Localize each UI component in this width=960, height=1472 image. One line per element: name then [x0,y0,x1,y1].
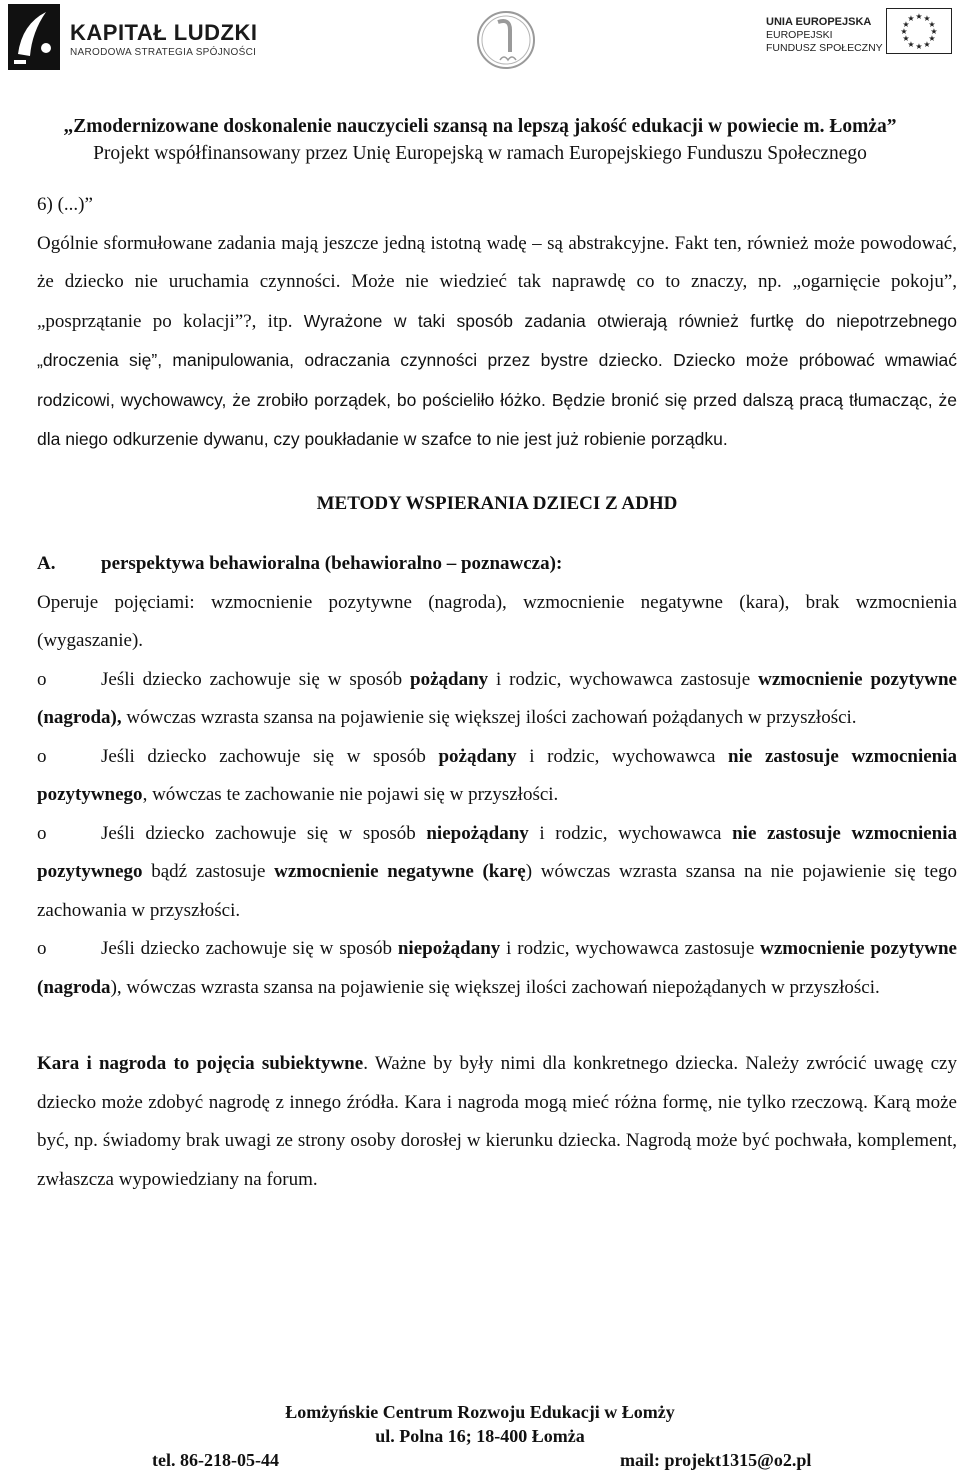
project-header [0,113,960,167]
svg-text:★: ★ [902,34,910,43]
project-subtitle: Projekt współfinansowany przez Unię Europejską w ramach Europejskiego Funduszu Społecznego [93,143,867,164]
bullet-text: wówczas wzrasta szansa na pojawienie się większej ilości zachowań pożądanych w przyszłości. [121,707,857,728]
bullet-bold: pożądany [410,668,489,690]
bullet-text: Jeśli dziecko zachowuje się w sposób [101,938,398,959]
bullet-bold: pożądany [438,745,517,767]
unia-europejska-logo [766,8,956,68]
ue-line1: UNIA EUROPEJSKA [766,16,872,28]
bullet-text: i rodzic, wychowawca [528,822,733,844]
kapital-ludzki-subtitle: NARODOWA STRATEGIA SPÓJNOŚCI [70,47,257,58]
bullet-bold: nie zastosuje wzmocnienia pozytywnego [37,822,957,882]
bullet-text: Jeśli dziecko zachowuje się w sposób [101,822,427,844]
eu-flag-icon [886,8,952,54]
cre-logo-icon [476,8,536,72]
subheading [37,545,957,584]
svg-text:★: ★ [915,12,923,21]
svg-text:★: ★ [907,40,915,49]
bullet-bold: wzmocnienie negatywne (karę [274,861,526,882]
svg-text:★: ★ [923,14,931,23]
bullet-bold: nie zastosuje wzmocnienia pozytywnego [37,745,957,805]
footer-email: mail: projekt1315@o2.pl [620,1450,812,1470]
bullet-text: i rodzic, wychowawca zastosuje [488,668,759,690]
bullet-text: Jeśli dziecko zachowuje się w sposób [101,745,439,767]
bullet-text: ), wówczas wzrasta szansa na pojawienie się większej ilości zachowań niepożądanych w przyszłości. [110,976,880,998]
svg-text:★: ★ [928,34,936,43]
operuje-paragraph: Operuje pojęciami: wzmocnienie pozytywne (nagroda), wzmocnienie negatywne (kara), brak wzmocnienia (wygaszanie). [37,591,957,651]
bullet-marker: o [37,668,47,690]
bullet-marker: o [37,745,47,767]
footer-contact-row [0,1424,960,1448]
svg-text:★: ★ [923,40,931,49]
project-title: „Zmodernizowane doskonalenie nauczycieli szansą na lepszą jakość edukacji w powiecie m. Łomża” [63,116,897,137]
svg-text:★: ★ [907,14,915,23]
ue-logo-text [766,16,883,55]
header-logos [0,0,960,100]
kara-bold: Kara i nagroda to pojęcia subiektywne [37,1053,364,1074]
ue-line3: FUNDUSZ SPOŁECZNY [766,42,883,54]
footer-institution: Łomżyńskie Centrum Rozwoju Edukacji w Łomży [285,1402,675,1422]
kara-paragraph [37,1045,957,1199]
footer-contact-row-2 [0,1448,960,1472]
svg-text:★: ★ [930,27,938,36]
bullet-bold: wzmocnienie pozytywne (nagroda), [37,668,957,728]
bullet-text: bądź zastosuje [142,861,275,882]
subheading-letter: A. [37,553,56,574]
quote-marker: 6) (...)” [37,194,93,215]
kara-text: . Ważne by były nimi dla konkretnego dziecka. Należy zwrócić uwagę czy dziecko może zdobyć nagrodę z innego źródła. Kara i nagroda mogą mieć różna formę, nie tylko rzeczową. Karą może być, np. świadomy brak uwagi ze strony osoby dorosłej w kierunku dziecka. Nagrodą może być pochwała, komplement, zwłaszcza wypowiedziany na forum. [37,1053,957,1190]
bullet-text: i rodzic, wychowawca zastosuje [500,938,761,959]
document-body [37,186,957,1199]
footer [0,1400,960,1472]
kapital-ludzki-logo [8,4,258,70]
bullet-text: ) wówczas wzrasta szansa na nie pojawienie się tego zachowania w przyszłości. [37,861,958,921]
footer-address: ul. Polna 16; 18-400 Łomża [375,1426,585,1446]
subheading-text: perspektywa behawioralna (behawioralno – poznawcza): [101,553,563,574]
intro-sans-text: Wyrażone w taki sposób zadania otwierają również furtkę do niepotrzebnego „droczenia się”, manipulowania, odraczania czynności przez bystre dziecko. Dziecko może próbować wmawiać rodzicowi, wychowawcy, że zrobiło porządek, bo pościeliło łóżko. Będzie bronić się przed dalszą pracą tłumacząc, że dla niego odkurzenie dywanu, czy poukładanie w szafce to nie jest już robienie porządku. [37,310,957,449]
bullet-item-3 [37,815,957,931]
svg-text:★: ★ [900,27,908,36]
bullet-item-2 [37,738,957,815]
bullet-bold: niepożądany [426,822,529,844]
intro-paragraph [37,225,957,460]
spacer [37,1007,957,1045]
bullet-item-4 [37,930,957,1007]
ue-line2: EUROPEJSKI [766,29,833,41]
footer-phone: tel. 86-218-05-44 [152,1450,279,1470]
svg-text:★: ★ [915,42,923,51]
bullet-marker: o [37,822,47,844]
bullet-bold: niepożądany [397,938,501,959]
intro-serif-text: Ogólnie sformułowane zadania mają jeszcze jedną istotną wadę – są abstrakcyjne. Fakt ten, również może powodować, że dziecko nie uruchamia czynności. Może nie wiedzieć tak naprawdę co to znaczy, np. „ogarnięcie pokoju”, „posprzątanie po kolacji”?, itp. [37,232,957,332]
bullet-text: i rodzic, wychowawca [516,745,729,767]
bullet-text: , wówczas te zachowanie nie pojawi się w przyszłości. [142,784,559,805]
svg-text:★: ★ [902,20,910,29]
bullet-item-1 [37,661,957,738]
kapital-ludzki-title: KAPITAŁ LUDZKI [70,20,258,45]
kapital-ludzki-mark-icon [8,4,60,70]
section-title: METODY WSPIERANIA DZIECI Z ADHD [316,492,678,514]
svg-text:★: ★ [928,20,936,29]
bullet-text: Jeśli dziecko zachowuje się w sposób [101,668,410,690]
bullet-bold: wzmocnienie pozytywne (nagroda [37,938,957,998]
bullet-marker: o [37,938,47,959]
